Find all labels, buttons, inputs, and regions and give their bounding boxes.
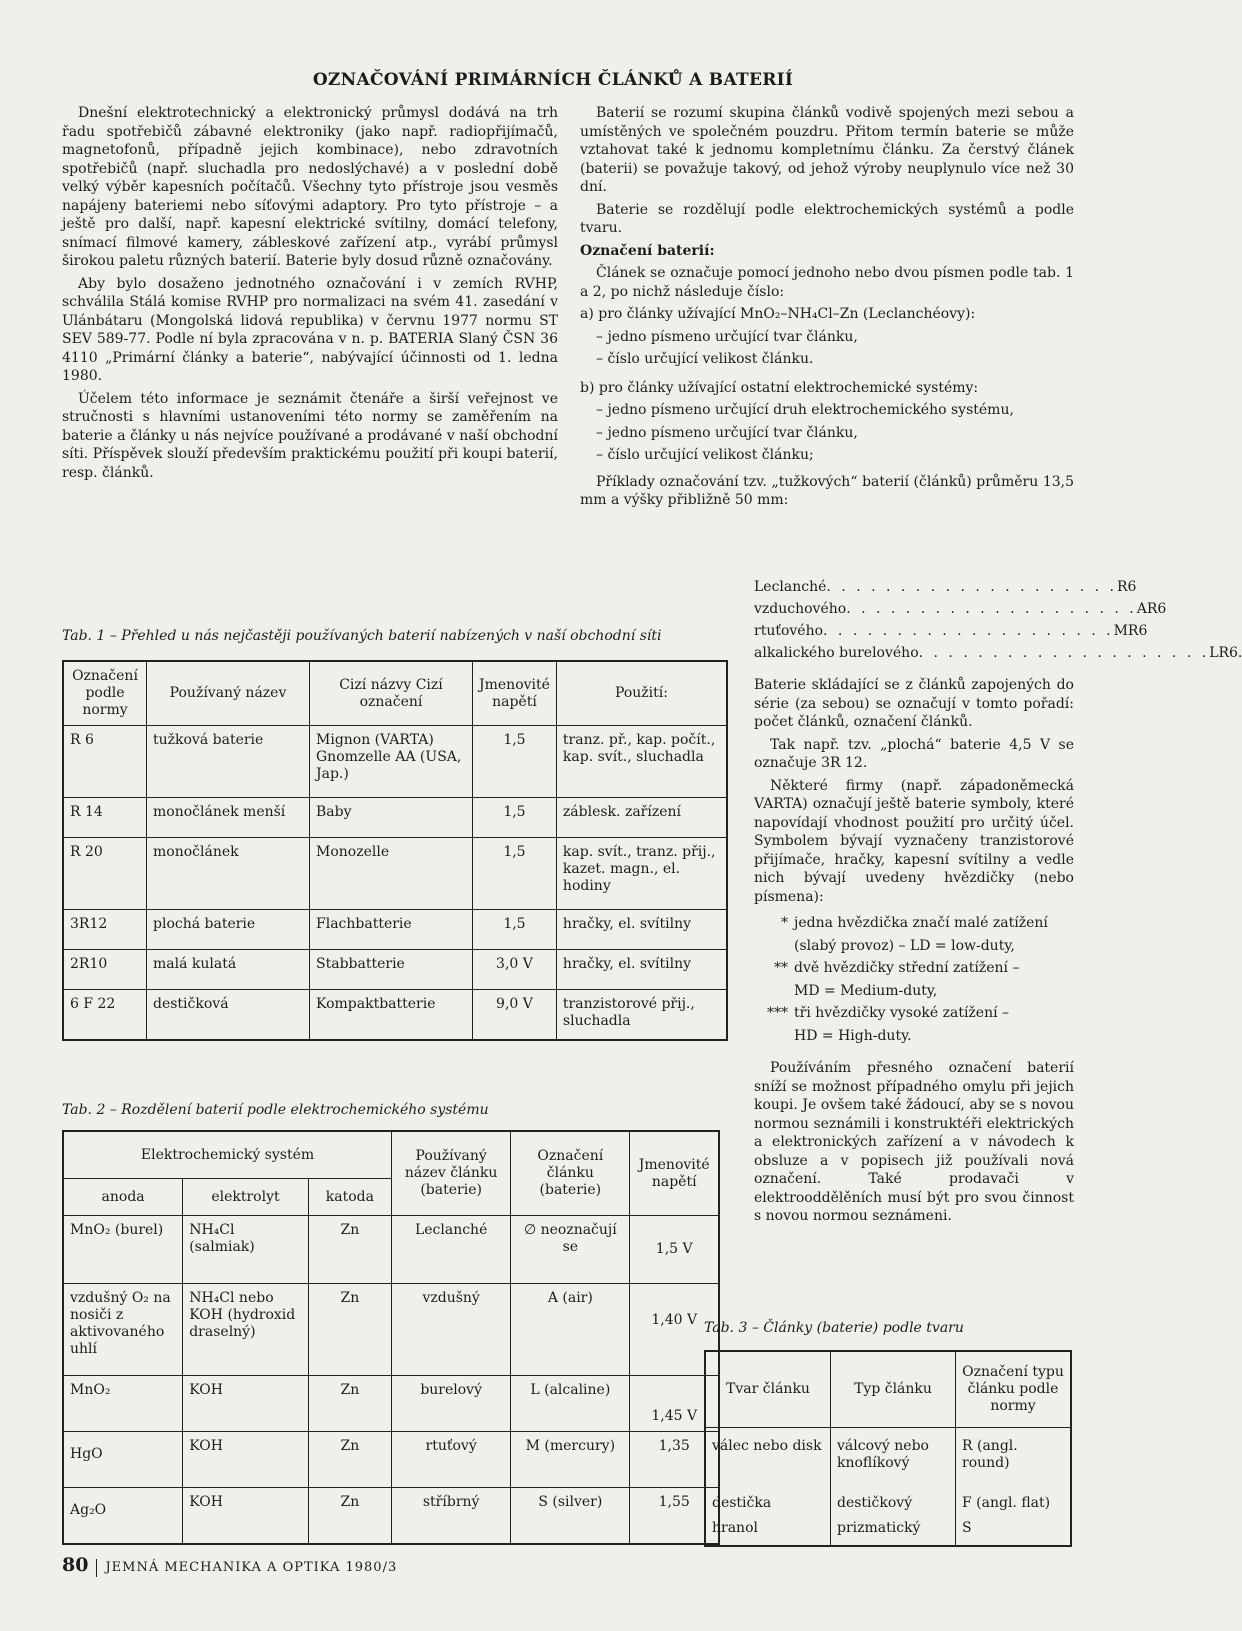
list-a-item: – jedno písmeno určující tvar článku, — [596, 328, 858, 345]
table-row: HgO KOH Zn rtuťový M (mercury) 1,35 — [63, 1432, 719, 1488]
star-item-cont: HD = High-duty. — [794, 1027, 912, 1044]
table-row: R 14 monočlánek menší Baby 1,5 záblesk. zařízení — [63, 798, 727, 838]
star-item: *** tři hvězdičky vysoké zatížení – — [767, 1005, 1010, 1021]
paragraph-rvhp: Aby bylo dosaženo jednotného označování i v zemích RVHP, schválila Stálá komise RVHP pro normalizaci na svém 41. zasedání v Ulánbátaru (Mongolská lidová republika) v červnu 1977 normu ST SEV 589-77. Podle ní byla zpracována v n. p. BATERIA Slaný ČSN 36 4110 „Primární články a baterie“, nabývající účinnosti od 1. ledna 1980. — [62, 275, 558, 384]
paragraph-battery-division: Baterie se rozdělují podle elektrochemických systémů a podle tvaru. — [580, 201, 1074, 236]
tab3-table — [704, 1350, 1072, 1547]
table-row: R 6 tužková baterie Mignon (VARTA) Gnomzelle AA (USA, Jap.) 1,5 tranz. př., kap. počít., kap. svít., sluchadla — [63, 726, 727, 798]
tab1-caption: Tab. 1 – Přehled u nás nejčastěji používaných baterií nabízených v naší obchodní síti — [62, 628, 662, 644]
tab1-header: Používaný název — [147, 661, 310, 726]
tab2-header: Označení článku (baterie) — [511, 1131, 630, 1216]
table-row: hranol prizmatický S — [705, 1514, 1071, 1546]
list-b-item: – jedno písmeno určující druh elektrochemického systému, — [596, 402, 1014, 418]
paragraph-series: Baterie skládající se z článků zapojených do série (za sebou) se označují v tomto pořadí: počet článků, označení článků. — [754, 677, 1074, 730]
paragraph-designation: Článek se označuje pomocí jednoho nebo dvou písmen podle tab. 1 a 2, po nichž následuje číslo: — [580, 265, 1074, 300]
left-column — [62, 104, 558, 486]
table-row: válec nebo disk válcový nebo knoflíkový R (angl. round) — [705, 1427, 1071, 1493]
star-item: * jedna hvězdička značí malé zatížení — [781, 915, 1048, 931]
tab3-header: Typ článku — [831, 1351, 956, 1427]
example-row: rtuťového . . . . . . . . . . . . . . . . . . . . MR6 — [754, 623, 1148, 639]
star-item: ** dvě hvězdičky střední zatížení – — [774, 960, 1020, 976]
tab1-table — [62, 660, 728, 1041]
example-row: alkalického burelového . . . . . . . . . . . . . . . . . . . . LR6. — [754, 645, 1242, 661]
star-item-cont: MD = Medium-duty, — [794, 982, 938, 999]
tab1-header: Cizí názvy Cizí označení — [310, 661, 473, 726]
tab2-group-header: Elektrochemický systém — [63, 1131, 392, 1179]
table-row: R 20 monočlánek Monozelle 1,5 kap. svít., tranz. přij., kazet. magn., el. hodiny — [63, 838, 727, 910]
tab3-header-row — [705, 1351, 1071, 1427]
tab2-subheader: anoda — [63, 1179, 183, 1216]
page-number: 80 — [62, 1554, 89, 1576]
tab2-subheader: katoda — [308, 1179, 391, 1216]
section-label-designation: Označení baterií: — [580, 242, 715, 259]
star-item-cont: (slabý provoz) – LD = low-duty, — [794, 937, 1015, 954]
list-a-item: – číslo určující velikost článku. — [596, 351, 814, 367]
tab3-header: Označení typu článku podle normy — [956, 1351, 1072, 1427]
table-row: vzdušný O₂ na nosiči z aktivovaného uhlí NH₄Cl nebo KOH (hydroxid draselný) Zn vzdušný A (air) 1,40 V — [63, 1284, 719, 1376]
right-column-narrow — [754, 676, 1074, 1230]
table-row: destička destičkový F (angl. flat) — [705, 1493, 1071, 1514]
table-row: MnO₂ KOH Zn burelový L (alcaline) 1,45 V — [63, 1376, 719, 1432]
table-row: 3R12 plochá baterie Flachbatterie 1,5 hračky, el. svítilny — [63, 910, 727, 950]
tab2-header: Používaný název článku (baterie) — [392, 1131, 511, 1216]
paragraph-conclusion: Používáním přesného označení baterií sníží se možnost případného omylu při jejich koupi. Je ovšem také žádoucí, aby se s novou normou seznámili i konstruktéři elektrických a elektronických zařízení a v návodech k obsluze a v popisech již používali nová označení. Také prodavači v elektrooddělěních musí být pro svou činnost s novou normou seznámeni. — [754, 1060, 1074, 1224]
paragraph-battery-definition: Baterií se rozumí skupina článků vodivě spojených mezi sebou a umístěných ve společném pouzdru. Přitom termín baterie se může vztahovat také k jednomu kompletnímu článku. Za čerstvý článek (baterii) se považuje takový, od jehož výroby neuplynulo více než 30 dní. — [580, 105, 1074, 195]
page-footer — [62, 1554, 397, 1577]
examples-list — [754, 576, 1242, 664]
example-row: Leclanché . . . . . . . . . . . . . . . . . . . . R6 — [754, 579, 1137, 595]
table-row: Ag₂O KOH Zn stříbrný S (silver) 1,55 — [63, 1488, 719, 1544]
tab1-header: Jmenovité napětí — [473, 661, 557, 726]
list-b-item: – jedno písmeno určující tvar článku, — [596, 424, 858, 441]
example-row: vzduchového . . . . . . . . . . . . . . . . . . . . AR6 — [754, 601, 1167, 617]
tab2-caption: Tab. 2 – Rozdělení baterií podle elektrochemického systému — [62, 1102, 489, 1118]
article-title: OZNAČOVÁNÍ PRIMÁRNÍCH ČLÁNKŮ A BATERIÍ — [312, 70, 794, 90]
journal-name: JEMNÁ MECHANIKA A OPTIKA 1980/3 — [105, 1560, 398, 1575]
tab1-header-row — [63, 661, 727, 726]
tab1-header: Použití: — [556, 661, 727, 726]
paragraph-intro: Dnešní elektrotechnický a elektronický průmysl dodává na trh řadu spotřebičů zábavné elektroniky (jako např. radiopřijímačů, magnetofonů, případně jejich kombinace), nebo zdravotních spotřebičů (např. sluchadla pro nedoslýchavé) a v poslední době velký výběr kapesních počítačů. Všechny tyto přístroje jsou vesměs napájeny bateriemi nebo síťovými adaptory. Pro tyto přístroje – a ještě pro další, např. kapesní elektrické svítilny, domácí telefony, snímací filmové kamery, zábleskové zařízení atp., vyrábí průmysl širokou paletu různých baterií. Baterie byly dosud různě označovány. — [62, 105, 558, 269]
tab2-header: Jmenovité napětí — [630, 1131, 719, 1216]
tab1-header: Označení podle normy — [63, 661, 147, 726]
list-b-item: – číslo určující velikost článku; — [596, 447, 814, 463]
tab3-header: Tvar článku — [705, 1351, 831, 1427]
paragraph-purpose: Účelem této informace je seznámit čtenáře a širší veřejnost ve stručnosti s hlavními ustanoveními této normy se zaměřením na baterie a články u nás nejvíce používané a prodávané v naší obchodní síti. Příspěvek slouží především praktickému použití při koupi baterií, resp. článků. — [62, 390, 558, 481]
table-row: 2R10 malá kulatá Stabbatterie 3,0 V hračky, el. svítilny — [63, 950, 727, 990]
tab2-table — [62, 1130, 720, 1545]
table-row: MnO₂ (burel) NH₄Cl (salmiak) Zn Leclanché ∅ neoznačují se 1,5 V — [63, 1216, 719, 1284]
paragraph-examples-intro: Příklady označování tzv. „tužkových“ baterií (článků) průměru 13,5 mm a výšky přibližně 50 mm: — [580, 473, 1074, 508]
tab3-caption: Tab. 3 – Články (baterie) podle tvaru — [704, 1320, 964, 1336]
tab2-subheader: elektrolyt — [183, 1179, 309, 1216]
right-column-top — [580, 104, 1074, 514]
list-b-intro: b) pro články užívající ostatní elektrochemické systémy: — [580, 379, 979, 396]
tab2-header-row — [63, 1131, 719, 1179]
list-a-intro: a) pro články užívající MnO₂–NH₄Cl–Zn (Leclanchéovy): — [580, 306, 976, 322]
paragraph-flat-battery: Tak např. tzv. „plochá“ baterie 4,5 V se označuje 3R 12. — [754, 736, 1074, 771]
paragraph-symbols: Některé firmy (např. západoněmecká VARTA) označují ještě baterie symboly, které napovídají vhodnost použití pro určitý účel. Symbolem bývají vyznačeny tranzistorové přijímače, hračky, kapesní svítilny a vedle nich bývají uvedeny hvězdičky (nebo písmena): — [754, 777, 1074, 905]
footer-divider — [96, 1559, 97, 1577]
table-row: 6 F 22 destičková Kompaktbatterie 9,0 V tranzistorové přij., sluchadla — [63, 990, 727, 1040]
star-list — [754, 914, 1074, 1045]
